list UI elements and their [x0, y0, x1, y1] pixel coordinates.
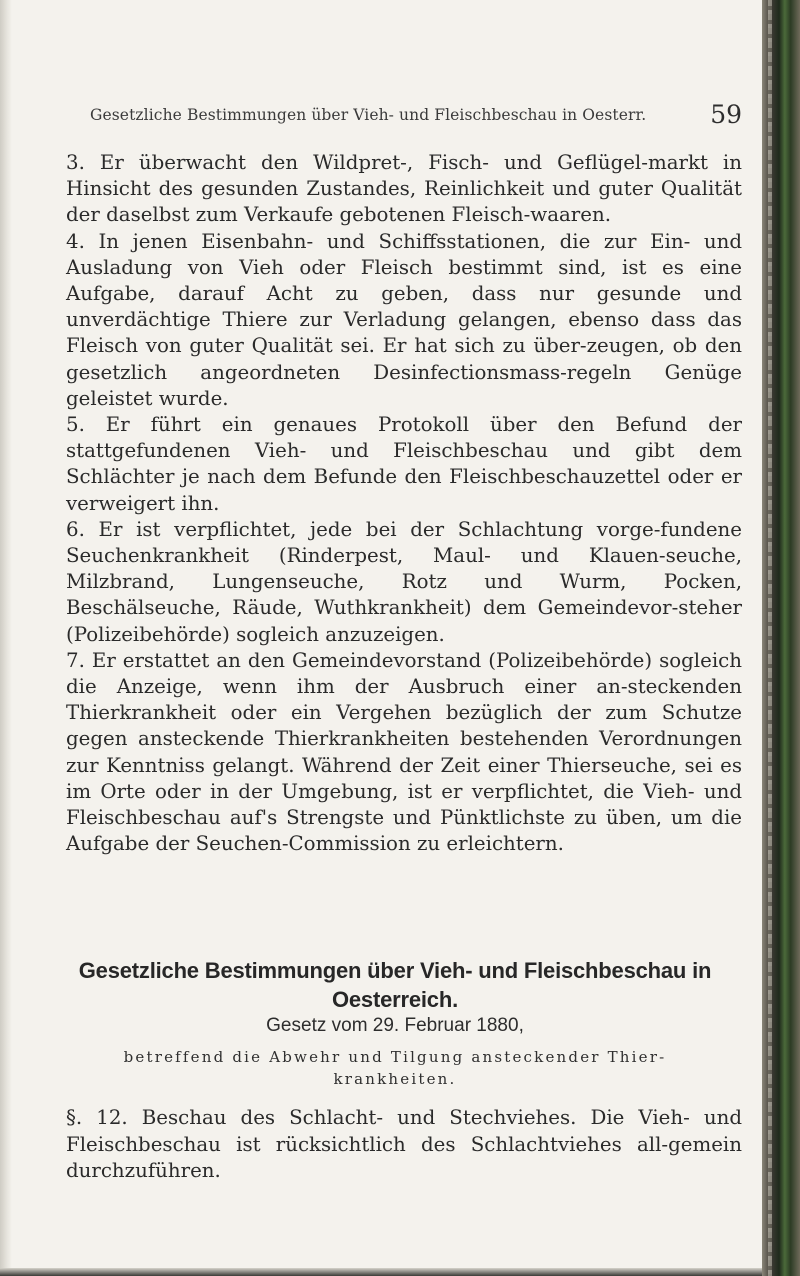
paragraph-6: 6. Er ist verpflichtet, jede bei der Schlachtung vorge-fundene Seuchenkrankheit (Rinderpest, Maul- und Klauen-seuche, Milzbrand, Lungenseuche, Rotz und Wurm, Pocken, Beschälseuche, Räude, Wuthkrankheit) dem Gemeindevor-steher (Polizeibehörde) sogleich anzuzeigen.	[66, 517, 742, 646]
book-spine-edge	[762, 0, 800, 1276]
paragraph-3: 3. Er überwacht den Wildpret-, Fisch- und Geflügel-markt in Hinsicht des gesunden Zustandes, Reinlichkeit und guter Qualität der daselbst zum Verkaufe gebotenen Fleisch-waaren.	[66, 151, 742, 227]
page-bottom-edge	[0, 1268, 768, 1276]
law-paragraph	[48, 1105, 742, 1185]
paragraph-12: §. 12. Beschau des Schlacht- und Stechviehes. Die Vieh- und Fleischbeschau ist rücksichtlich des Schlachtviehes all-gemein durchzuführen.	[66, 1106, 742, 1182]
section-heading	[48, 956, 742, 1014]
running-header	[90, 100, 742, 134]
paragraph-7: 7. Er erstattet an den Gemeindevorstand (Polizeibehörde) sogleich die Anzeige, wenn ihm der Ausbruch einer an-steckenden Thierkrankheit oder ein Vergehen bezüglich der zum Schutze gegen ansteckende Thierkrankheiten bestehenden Verordnungen zur Kenntniss gelangt. Während der Zeit einer Thierseuche, sei es im Orte oder in der Umgebung, ist er verpflichtet, die Vieh- und Fleischbeschau auf's Strengste und Pünktlichste zu üben, um die Aufgabe der Seuchen-Commission zu erleichtern.	[66, 648, 742, 856]
section-heading-line-1: Gesetzliche Bestimmungen über Vieh- und Fleischbeschau in	[78, 958, 712, 983]
paragraph-4: 4. In jenen Eisenbahn- und Schiffsstationen, die zur Ein- und Ausladung von Vieh oder Fleisch bestimmt sind, ist es eine Aufgabe, darauf Acht zu geben, dass nur gesunde und unverdächtige Thiere zur Verladung gelangen, ebenso dass das Fleisch von guter Qualität sei. Er hat sich zu über-zeugen, ob den gesetzlich angeordneten Desinfectionsmass-regeln Genüge geleistet wurde.	[66, 229, 742, 410]
page-number: 59	[710, 100, 742, 129]
law-subtitle-line-1: betreffend die Abwehr und Tilgung ansteckender Thier-	[123, 1048, 667, 1066]
law-subtitle-line-2: krankheiten.	[333, 1070, 457, 1088]
page-gutter-shadow	[0, 0, 12, 1276]
law-subtitle	[48, 1046, 742, 1090]
running-title: Gesetzliche Bestimmungen über Vieh- und Fleischbeschau in Oesterr.	[90, 106, 647, 124]
law-title: Gesetz vom 29. Februar 1880,	[266, 1015, 524, 1036]
paragraph-5: 5. Er führt ein genaues Protokoll über den Befund der stattgefundenen Vieh- und Fleischbeschau und gibt dem Schlächter je nach dem Befunde den Fleischbeschauzettel oder er verweigert ihn.	[66, 413, 742, 515]
body-text	[48, 150, 742, 857]
section-heading-line-2: Oesterreich.	[331, 987, 458, 1012]
